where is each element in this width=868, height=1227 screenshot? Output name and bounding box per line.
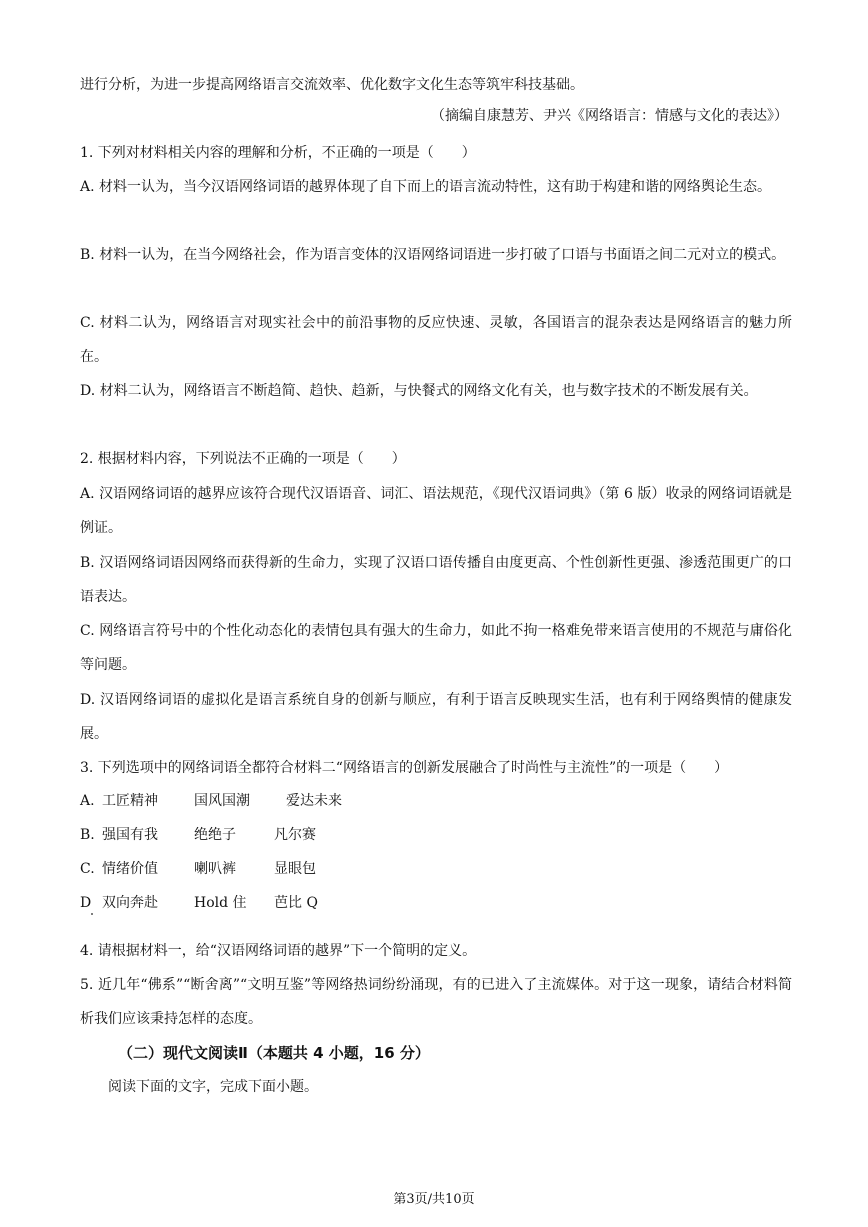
q1-option-b: B. 材料一认为，在当今网络社会，作为语言变体的汉语网络词语进一步打破了口语与书面语之间二元对立的模式。	[80, 247, 786, 263]
page-footer: 第3页/共10页	[393, 1192, 475, 1207]
q4-text: 4. 请根据材料一，给“汉语网络词语的越界”下一个简明的定义。	[80, 943, 477, 959]
option-letter: B.	[80, 827, 95, 843]
intro-line: 进行分析，为进一步提高网络语言交流效率、优化数字文化生态等筑牢科技基础。	[80, 77, 584, 93]
q5-text: 5. 近几年“佛系”“断舍离”“文明互鉴”等网络热词纷纷涌现，有的已进入了主流媒体。对于这一现象，请结合材料简析我们应该秉持怎样的态度。	[80, 977, 792, 1027]
q1-option-d: D. 材料二认为，网络语言不断趋简、趋快、趋新，与快餐式的网络文化有关，也与数字技术的不断发展有关。	[80, 383, 758, 399]
option-word: 双向奔赴	[102, 895, 158, 911]
source-citation: （摘编自康慧芳、尹兴《网络语言：情感与文化的表达》）	[431, 108, 788, 124]
q3-option-c	[80, 854, 316, 884]
option-word: 情绪价值	[102, 861, 158, 877]
q3-stem: 3. 下列选项中的网络词语全都符合材料二“网络语言的创新发展融合了时尚性与主流性”的一项是（ ）	[80, 760, 729, 776]
option-word: 工匠精神	[102, 793, 158, 809]
q1-option-c: C. 材料二认为，网络语言对现实社会中的前沿事物的反应快速、灵敏，各国语言的混杂表达是网络语言的魅力所在。	[80, 315, 792, 365]
option-word: 凡尔赛	[274, 827, 316, 843]
section-title: （二）现代文阅读Ⅱ（本题共 4 小题，16 分）	[118, 1044, 430, 1062]
q2-option-a: A. 汉语网络词语的越界应该符合现代汉语语音、词汇、语法规范，《现代汉语词典》（第 6 版）收录的网络词语就是例证。	[80, 486, 792, 536]
option-word: 显眼包	[274, 861, 316, 877]
option-letter: D	[80, 895, 92, 911]
q1-option-a: A. 材料一认为，当今汉语网络词语的越界体现了自下而上的语言流动特性，这有助于构建和谐的网络舆论生态。	[80, 179, 772, 195]
stray-dot	[91, 913, 93, 915]
q1-stem: 1. 下列对材料相关内容的理解和分析，不正确的一项是（ ）	[80, 145, 476, 161]
q2-option-b: B. 汉语网络词语因网络而获得新的生命力，实现了汉语口语传播自由度更高、个性创新性更强、渗透范围更广的口语表达。	[80, 555, 792, 605]
q3-option-d	[80, 888, 318, 918]
option-word: 绝绝子	[194, 827, 236, 843]
option-word: 喇叭裤	[194, 861, 236, 877]
q3-option-b	[80, 820, 316, 850]
option-letter: A.	[80, 793, 95, 809]
q3-option-a	[80, 786, 342, 816]
option-word: Hold 住	[194, 895, 247, 911]
reading-instruction: 阅读下面的文字，完成下面小题。	[108, 1079, 318, 1095]
option-letter: C.	[80, 861, 95, 877]
option-word: 芭比 Q	[274, 895, 318, 911]
option-word: 爱达未来	[286, 793, 342, 809]
q2-stem: 2. 根据材料内容，下列说法不正确的一项是（ ）	[80, 451, 406, 467]
q2-option-c: C. 网络语言符号中的个性化动态化的表情包具有强大的生命力，如此不拘一格难免带来语言使用的不规范与庸俗化等问题。	[80, 623, 792, 673]
option-word: 国风国潮	[194, 793, 250, 809]
q2-option-d: D. 汉语网络词语的虚拟化是语言系统自身的创新与顺应，有利于语言反映现实生活，也有利于网络舆情的健康发展。	[80, 692, 792, 742]
option-word: 强国有我	[102, 827, 158, 843]
